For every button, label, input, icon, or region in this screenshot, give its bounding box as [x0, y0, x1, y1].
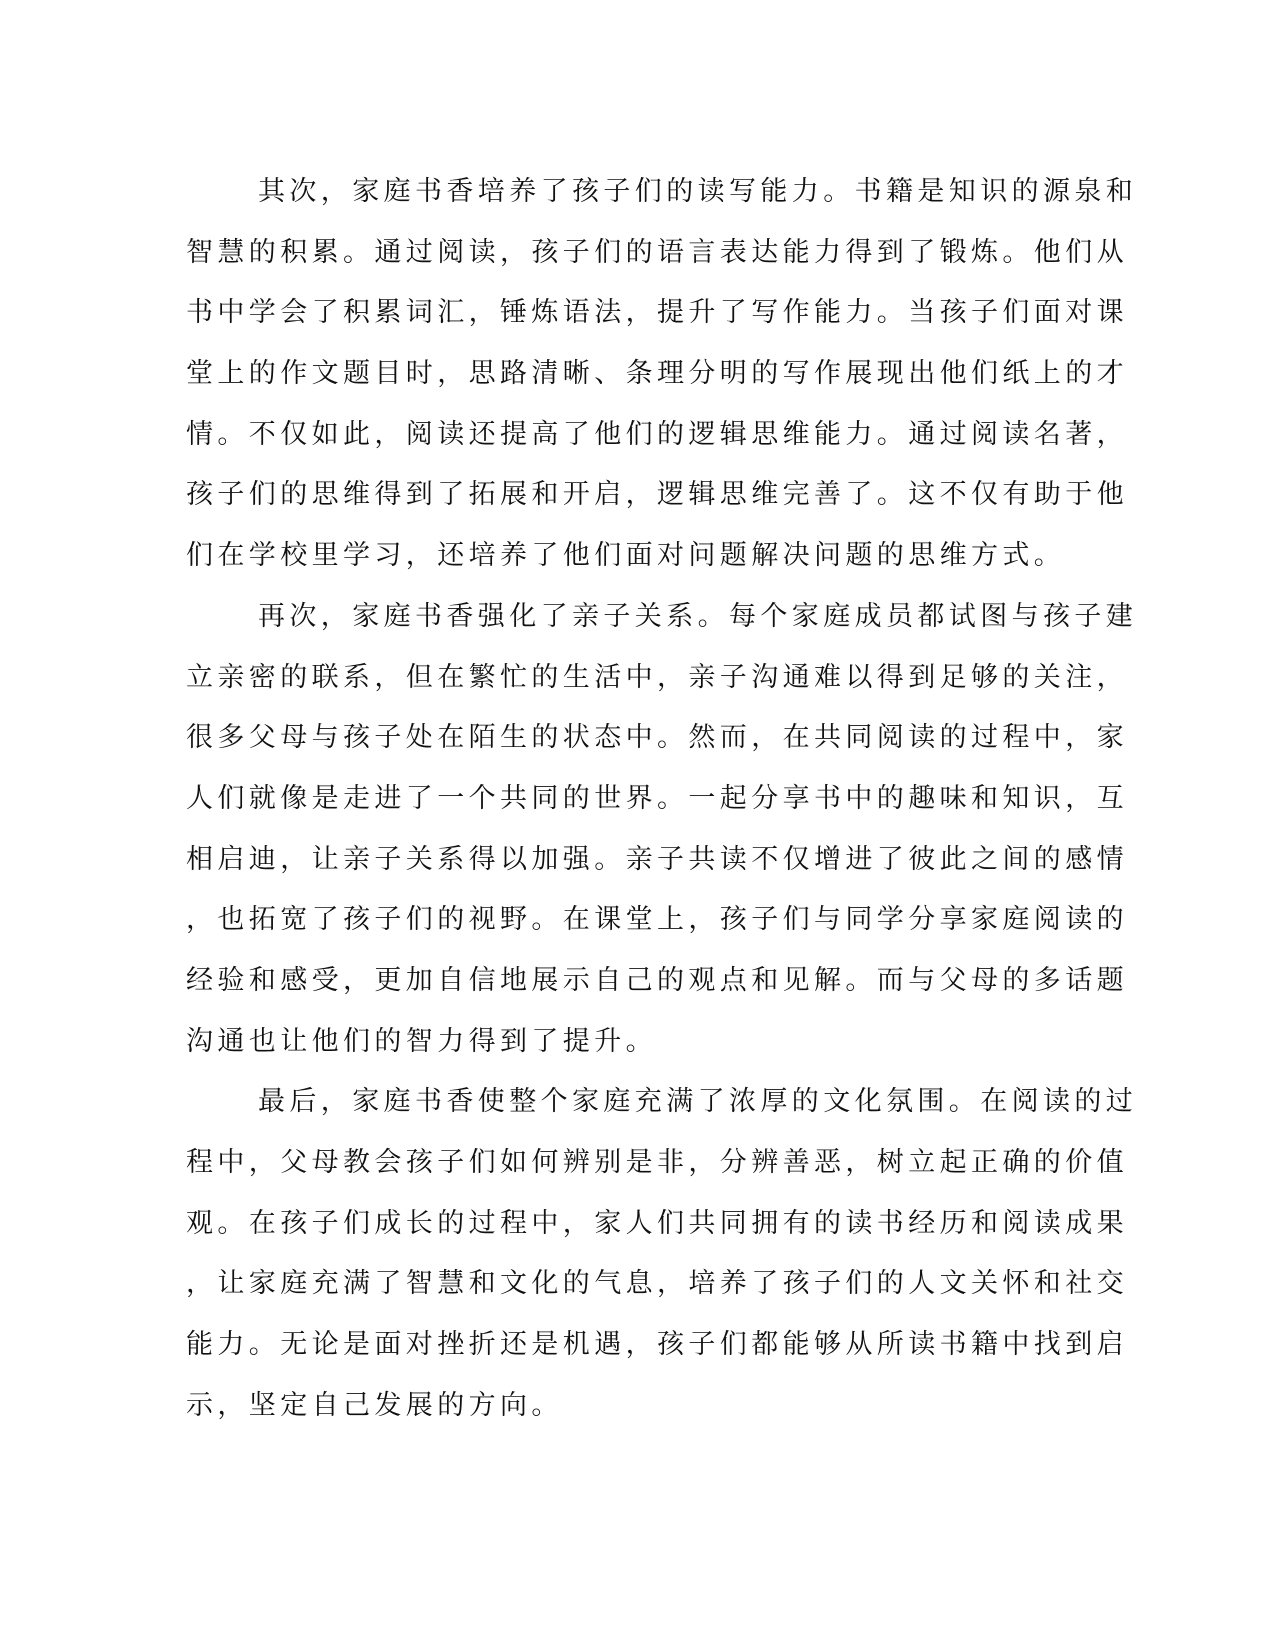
text-line: 经验和感受，更加自信地展示自己的观点和见解。而与父母的多话题: [186, 964, 1128, 996]
paragraph-reading-writing: [186, 162, 1138, 587]
text-line: 情。不仅如此，阅读还提高了他们的逻辑思维能力。通过阅读名著，: [186, 418, 1128, 450]
text-line: 其次，家庭书香培养了孩子们的读写能力。书籍是知识的源泉和: [258, 176, 1138, 207]
text-line: 示，坚定自己发展的方向。: [186, 1389, 563, 1421]
text-line: 再次，家庭书香强化了亲子关系。每个家庭成员都试图与孩子建: [258, 600, 1138, 632]
text-line: 能力。无论是面对挫折还是机遇，孩子们都能够从所读书籍中找到启: [186, 1329, 1128, 1361]
text-line: 智慧的积累。通过阅读，孩子们的语言表达能力得到了锻炼。他们从: [186, 236, 1128, 268]
text-line: 最后，家庭书香使整个家庭充满了浓厚的文化氛围。在阅读的过: [258, 1086, 1138, 1118]
text-line: ，让家庭充满了智慧和文化的气息，培养了孩子们的人文关怀和社交: [186, 1268, 1128, 1300]
text-line: 相启迪，让亲子关系得以加强。亲子共读不仅增进了彼此之间的感情: [186, 843, 1128, 875]
text-line: 书中学会了积累词汇，锤炼语法，提升了写作能力。当孩子们面对课: [186, 297, 1128, 329]
text-line: 很多父母与孩子处在陌生的状态中。然而，在共同阅读的过程中，家: [186, 722, 1128, 754]
text-line: 们在学校里学习，还培养了他们面对问题解决问题的思维方式。: [186, 540, 1066, 572]
paragraph-culture: [186, 1072, 1138, 1436]
text-line: 堂上的作文题目时，思路清晰、条理分明的写作展现出他们纸上的才: [186, 358, 1128, 390]
text-line: 孩子们的思维得到了拓展和开启，逻辑思维完善了。这不仅有助于他: [186, 479, 1128, 511]
text-line: 沟通也让他们的智力得到了提升。: [186, 1025, 657, 1057]
text-line: 程中，父母教会孩子们如何辨别是非，分辨善恶，树立起正确的价值: [186, 1147, 1128, 1178]
text-line: ，也拓宽了孩子们的视野。在课堂上，孩子们与同学分享家庭阅读的: [186, 904, 1128, 936]
text-line: 人们就像是走进了一个共同的世界。一起分享书中的趣味和知识，互: [186, 782, 1128, 814]
text-line: 观。在孩子们成长的过程中，家人们共同拥有的读书经历和阅读成果: [186, 1207, 1128, 1239]
document-body: [186, 162, 1138, 1436]
text-line: 立亲密的联系，但在繁忙的生活中，亲子沟通难以得到足够的关注，: [186, 661, 1128, 693]
paragraph-parent-child: [186, 587, 1138, 1073]
